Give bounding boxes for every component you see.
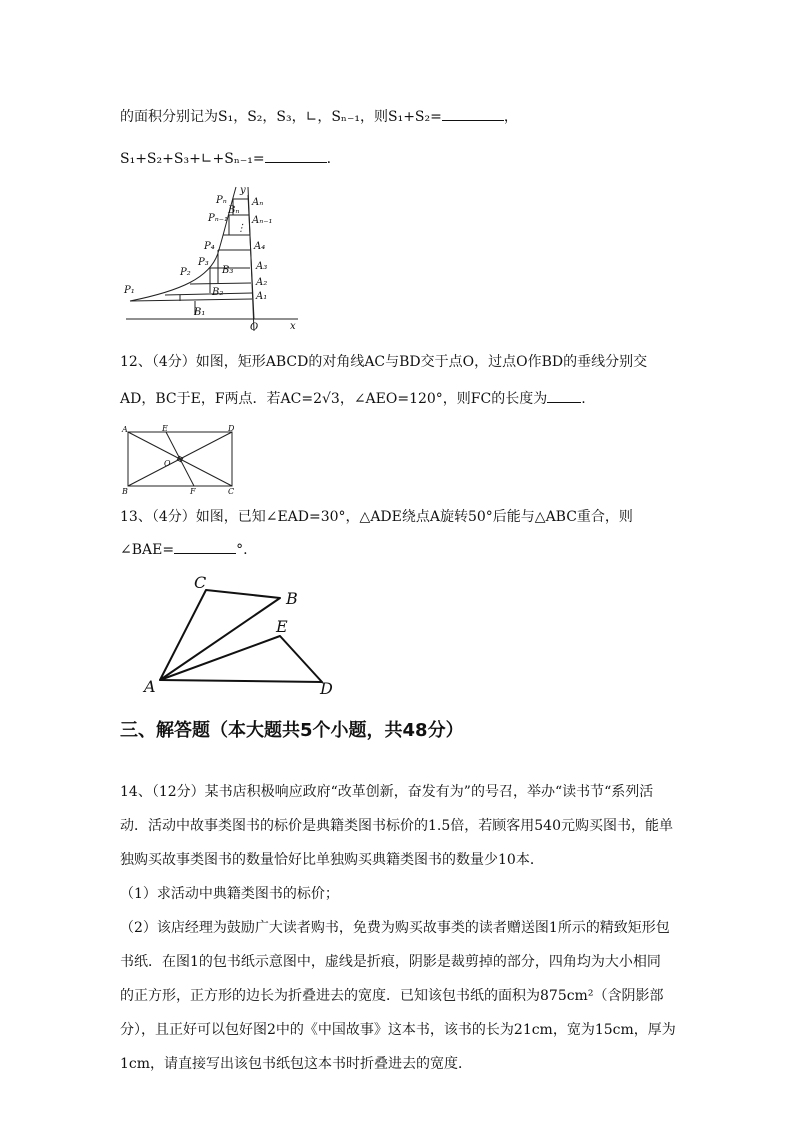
q13-line2 — [120, 539, 248, 560]
q14-line-1: 14、（12分）某书店积极响应政府“改革创新，奋发有为”的号召，举办“读书节“系列活 — [120, 784, 654, 800]
q13-answer-blank[interactable] — [174, 539, 236, 554]
q12-line2 — [120, 388, 586, 409]
label-B2: B₂ — [212, 287, 224, 298]
label-C: C — [228, 487, 235, 496]
label-C: C — [194, 573, 207, 592]
label-P4: P₄ — [204, 241, 215, 252]
label-B3: B₃ — [222, 265, 234, 276]
triangle-abc — [160, 590, 280, 680]
label-D: D — [228, 424, 235, 433]
label-Pn: Pₙ — [216, 195, 227, 206]
label-y: y — [240, 185, 246, 196]
label-O: O — [164, 459, 171, 468]
q11-answer-blank-1[interactable] — [442, 106, 504, 121]
label-An: Aₙ — [252, 197, 264, 208]
label-P3: P₃ — [198, 257, 209, 268]
label-An1: Aₙ₋₁ — [252, 215, 273, 226]
q11-line2-end: . — [326, 151, 332, 167]
q12-line2-text: AD，BC于E，F两点．若AC=2√3，∠AEO=120°，则FC的长度为 — [120, 391, 548, 407]
q12-figure — [120, 424, 240, 496]
q14-line-7: 的正方形，正方形的边长为折叠进去的宽度．已知该包书纸的面积为875cm²（含阴影部 — [120, 988, 664, 1004]
q13-line2-end: °. — [236, 542, 248, 558]
q14-line-6: 书纸．在图1的包书纸示意图中，虚线是折痕，阴影是裁剪掉的部分，四角均为大小相同 — [120, 954, 661, 970]
q12-line2-end: . — [581, 391, 586, 407]
q14-line-5: （2）该店经理为鼓励广大读者购书，免费为购买故事类的读者赠送图1所示的精致矩形包 — [120, 920, 670, 936]
label-Bn: Bₙ — [228, 205, 240, 216]
q14-line-2: 动．活动中故事类图书的标价是典籍类图书标价的1.5倍，若顾客用540元购买图书，能单 — [120, 818, 673, 834]
section-3-heading: 三、解答题（本大题共5个小题，共48分） — [120, 720, 464, 741]
q13-figure — [140, 570, 340, 700]
label-A: A — [122, 425, 128, 434]
label-E: E — [276, 617, 288, 636]
label-P2: P₂ — [180, 267, 191, 278]
label-x: x — [290, 321, 296, 332]
label-A3: A₃ — [256, 261, 268, 272]
label-A2: A₂ — [256, 277, 268, 288]
q14-line-8: 分），且正好可以包好图2中的《中国故事》这本书，该书的长为21cm，宽为15cm，厚为 — [120, 1022, 676, 1038]
q11-line1-end: ， — [503, 109, 518, 125]
label-B: B — [286, 589, 298, 608]
label-F: F — [190, 487, 196, 496]
label-A1: A₁ — [256, 291, 268, 302]
label-A4: A₄ — [254, 241, 266, 252]
q13-line2-text: ∠BAE= — [120, 542, 175, 558]
q12-line1-text: 12、（4分）如图，矩形ABCD的对角线AC与BD交于点O，过点O作BD的垂线分别交 — [120, 354, 648, 370]
label-Pn1: Pₙ₋₁ — [208, 213, 229, 224]
q11-answer-blank-2[interactable] — [265, 148, 327, 163]
q12-line1 — [120, 352, 647, 372]
label-B: B — [122, 487, 128, 496]
label-P1: P₁ — [124, 285, 135, 296]
label-B1: B₁ — [194, 307, 206, 318]
label-E: E — [162, 424, 168, 433]
q11-line1 — [120, 106, 518, 127]
q13-line1 — [120, 507, 633, 527]
q11-line2-text: S₁+S₂+S₃+∟+Sₙ₋₁= — [120, 151, 265, 167]
q11-line2 — [120, 148, 331, 169]
label-O: O — [250, 322, 259, 333]
a-line — [248, 195, 254, 319]
triangle-ade — [160, 636, 322, 682]
q12-answer-blank[interactable] — [547, 388, 581, 403]
q13-line1-text: 13、（4分）如图，已知∠EAD=30°，△ADE绕点A旋转50°后能与△ABC重合，则 — [120, 509, 633, 525]
q11-line1-text: 的面积分别记为S₁，S₂，S₃，∟，Sₙ₋₁，则S₁+S₂= — [120, 109, 442, 125]
label-D: D — [320, 679, 333, 698]
label-A: A — [144, 677, 156, 696]
q14-line-3: 独购买故事类图书的数量恰好比单独购买典籍类图书的数量少10本． — [120, 852, 544, 868]
label-dots: ⋮ — [236, 223, 246, 234]
q11-figure — [120, 183, 310, 335]
q14-line-9: 1cm，请直接写出该包书纸包这本书时折叠进去的宽度． — [120, 1056, 473, 1072]
q14-line-4: （1）求活动中典籍类图书的标价； — [120, 886, 339, 902]
